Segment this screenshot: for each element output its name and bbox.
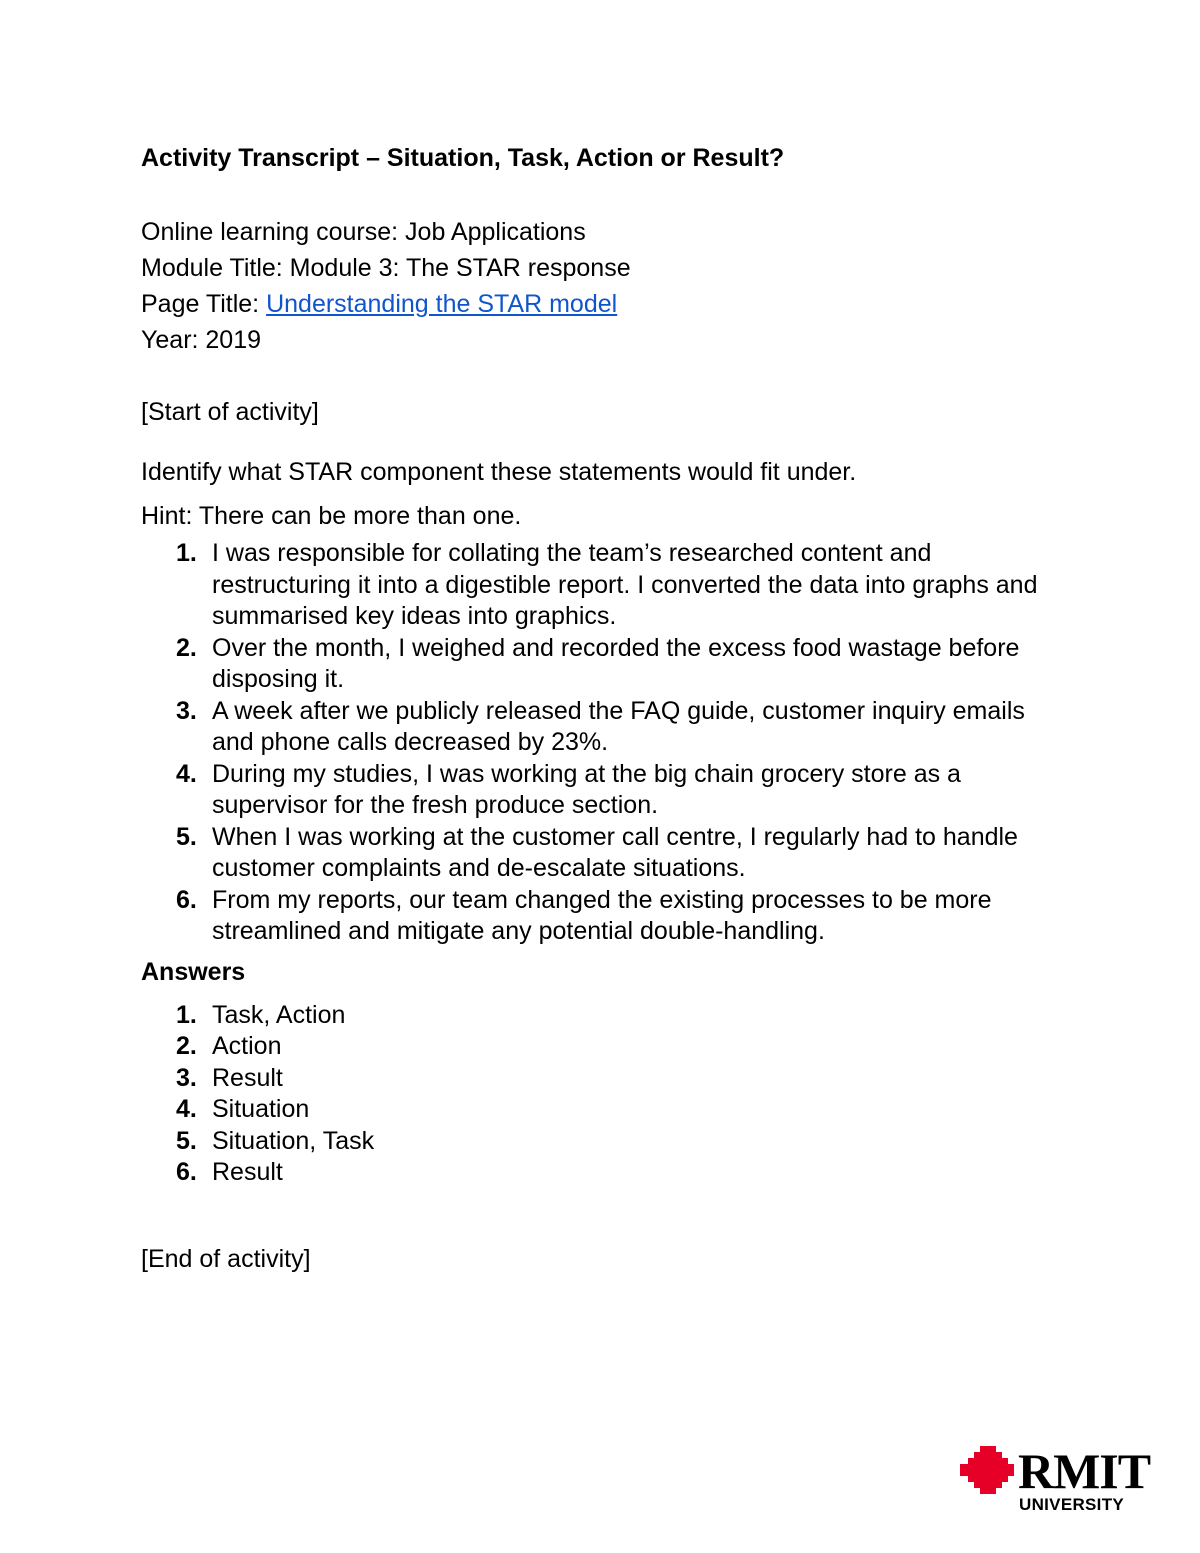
answers-heading: Answers xyxy=(141,957,246,986)
list-item xyxy=(141,633,1061,696)
answer-text: Action xyxy=(212,1032,282,1060)
list-item xyxy=(141,1157,1061,1189)
hint: Hint: There can be more than one. xyxy=(141,502,522,530)
rmit-logo xyxy=(958,1440,1158,1520)
list-number: 2. xyxy=(176,1032,197,1060)
list-number: 6. xyxy=(176,885,197,914)
list-number: 2. xyxy=(176,633,197,662)
list-item xyxy=(141,822,1061,885)
answer-text: Result xyxy=(212,1063,283,1092)
list-number: 4. xyxy=(176,759,197,788)
statement-text: A week after we publicly released the FAQ guide, customer inquiry emails and phone calls decreased by 23%. xyxy=(212,696,1025,756)
list-item xyxy=(141,759,1061,822)
page-title-line xyxy=(141,286,1061,322)
list-item xyxy=(141,1000,1061,1032)
logo-wordmark: RMIT xyxy=(1018,1443,1151,1499)
year-line: Year: 2019 xyxy=(141,326,262,354)
answer-text: Task, Action xyxy=(212,1000,346,1029)
instruction: Identify what STAR component these statements would fit under. xyxy=(141,458,857,486)
statement-text: When I was working at the customer call centre, I regularly had to handle customer complaints and de-escalate situations. xyxy=(212,822,1018,882)
statement-text: I was responsible for collating the team’s researched content and restructuring it into a digestible report. I converted the data into graphs and summarised key ideas into graphics. xyxy=(212,539,1038,630)
statement-text: During my studies, I was working at the big chain grocery store as a supervisor for the fresh produce section. xyxy=(212,759,961,819)
list-number: 3. xyxy=(176,696,197,725)
logo-subtitle: UNIVERSITY xyxy=(1019,1495,1125,1514)
list-number: 1. xyxy=(176,539,197,567)
list-item xyxy=(141,696,1061,759)
list-item xyxy=(141,1094,1061,1126)
list-number: 3. xyxy=(176,1063,197,1092)
document-title: Activity Transcript – Situation, Task, Action or Result? xyxy=(141,144,785,172)
page-title-prefix: Page Title: xyxy=(141,290,267,318)
answers-list xyxy=(141,1000,1061,1189)
list-item xyxy=(141,1063,1061,1095)
list-item xyxy=(141,885,1061,948)
list-number: 6. xyxy=(176,1158,197,1186)
statement-list xyxy=(141,538,1061,948)
end-marker: [End of activity] xyxy=(141,1244,311,1273)
list-number: 5. xyxy=(176,822,197,851)
statement-text: Over the month, I weighed and recorded the excess food wastage before disposing it. xyxy=(212,633,1020,693)
rmit-pixel-mark-icon xyxy=(958,1444,1016,1496)
statement-text: From my reports, our team changed the existing processes to be more streamlined and mitigate any potential double-handling. xyxy=(212,885,992,945)
list-item xyxy=(141,538,1061,633)
document-page xyxy=(141,140,1061,1277)
list-number: 1. xyxy=(176,1000,197,1029)
answer-text: Result xyxy=(212,1158,283,1186)
answer-text: Situation, Task xyxy=(212,1126,375,1155)
page-title-link[interactable]: Understanding the STAR model xyxy=(266,290,618,318)
list-number: 4. xyxy=(176,1095,197,1123)
list-number: 5. xyxy=(176,1126,197,1155)
answer-text: Situation xyxy=(212,1095,310,1123)
module-line: Module Title: Module 3: The STAR response xyxy=(141,254,631,282)
list-item xyxy=(141,1126,1061,1158)
course-line: Online learning course: Job Applications xyxy=(141,218,586,246)
start-marker: [Start of activity] xyxy=(141,398,319,426)
list-item xyxy=(141,1031,1061,1063)
